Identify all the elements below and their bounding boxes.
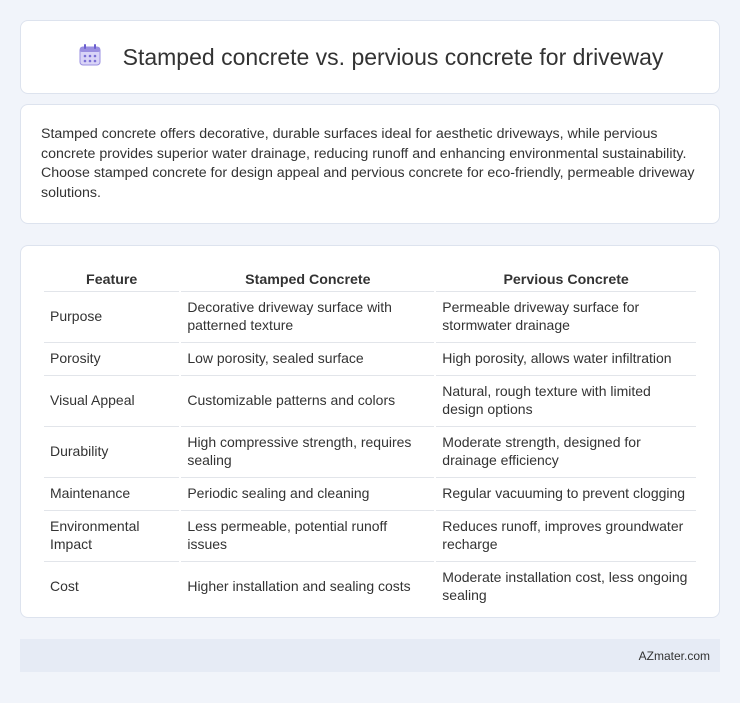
table-cell-pervious: Moderate installation cost, less ongoing sealing [436, 561, 696, 610]
comparison-table-card [20, 245, 720, 618]
table-cell-feature: Cost [44, 561, 179, 610]
table-row [44, 375, 696, 424]
title-card [20, 20, 720, 94]
table-cell-stamped: Higher installation and sealing costs [181, 561, 434, 610]
header-feature: Feature [86, 272, 138, 288]
table-cell-pervious: Regular vacuuming to prevent clogging [436, 477, 696, 508]
summary-text: Stamped concrete offers decorative, durable surfaces ideal for aesthetic driveways, while pervious concrete provides superior water drainage, reducing runoff and enhancing environmental sustainability. Choose stamped concrete for design appeal and pervious concrete for eco-friendly, permeable driveway solutions. [41, 126, 695, 201]
title-wrap [21, 21, 719, 93]
table-cell-pervious: Moderate strength, designed for drainage efficiency [436, 426, 696, 475]
header-pervious: Pervious Concrete [503, 272, 629, 288]
table-cell-pervious: High porosity, allows water infiltration [436, 342, 696, 373]
table-cell-stamped: Decorative driveway surface with patterned texture [181, 291, 434, 340]
table-header-row [44, 270, 696, 289]
table-cell-stamped: Customizable patterns and colors [181, 375, 434, 424]
comparison-table [42, 268, 698, 612]
table-row [44, 477, 696, 508]
table-row [44, 291, 696, 340]
table-cell-stamped: High compressive strength, requires sealing [181, 426, 434, 475]
table-cell-stamped: Less permeable, potential runoff issues [181, 510, 434, 559]
table-cell-pervious: Natural, rough texture with limited design options [436, 375, 696, 424]
table-cell-feature: Visual Appeal [44, 375, 179, 424]
header-stamped: Stamped Concrete [245, 272, 371, 288]
table-row [44, 510, 696, 559]
table-cell-stamped: Periodic sealing and cleaning [181, 477, 434, 508]
table-row [44, 342, 696, 373]
table-cell-feature: Purpose [44, 291, 179, 340]
table-cell-stamped: Low porosity, sealed surface [181, 342, 434, 373]
page-title: Stamped concrete vs. pervious concrete for driveway [122, 43, 664, 70]
table-row [44, 426, 696, 475]
footer [20, 639, 720, 672]
table-cell-feature: Durability [44, 426, 179, 475]
table-cell-pervious: Reduces runoff, improves groundwater recharge [436, 510, 696, 559]
table-cell-pervious: Permeable driveway surface for stormwater drainage [436, 291, 696, 340]
table-cell-feature: Porosity [44, 342, 179, 373]
table-cell-feature: Maintenance [44, 477, 179, 508]
summary-card [20, 104, 720, 224]
calendar-icon [77, 42, 103, 73]
table-row [44, 561, 696, 610]
table-cell-feature: Environmental Impact [44, 510, 179, 559]
footer-brand: AZmater.com [638, 648, 710, 663]
